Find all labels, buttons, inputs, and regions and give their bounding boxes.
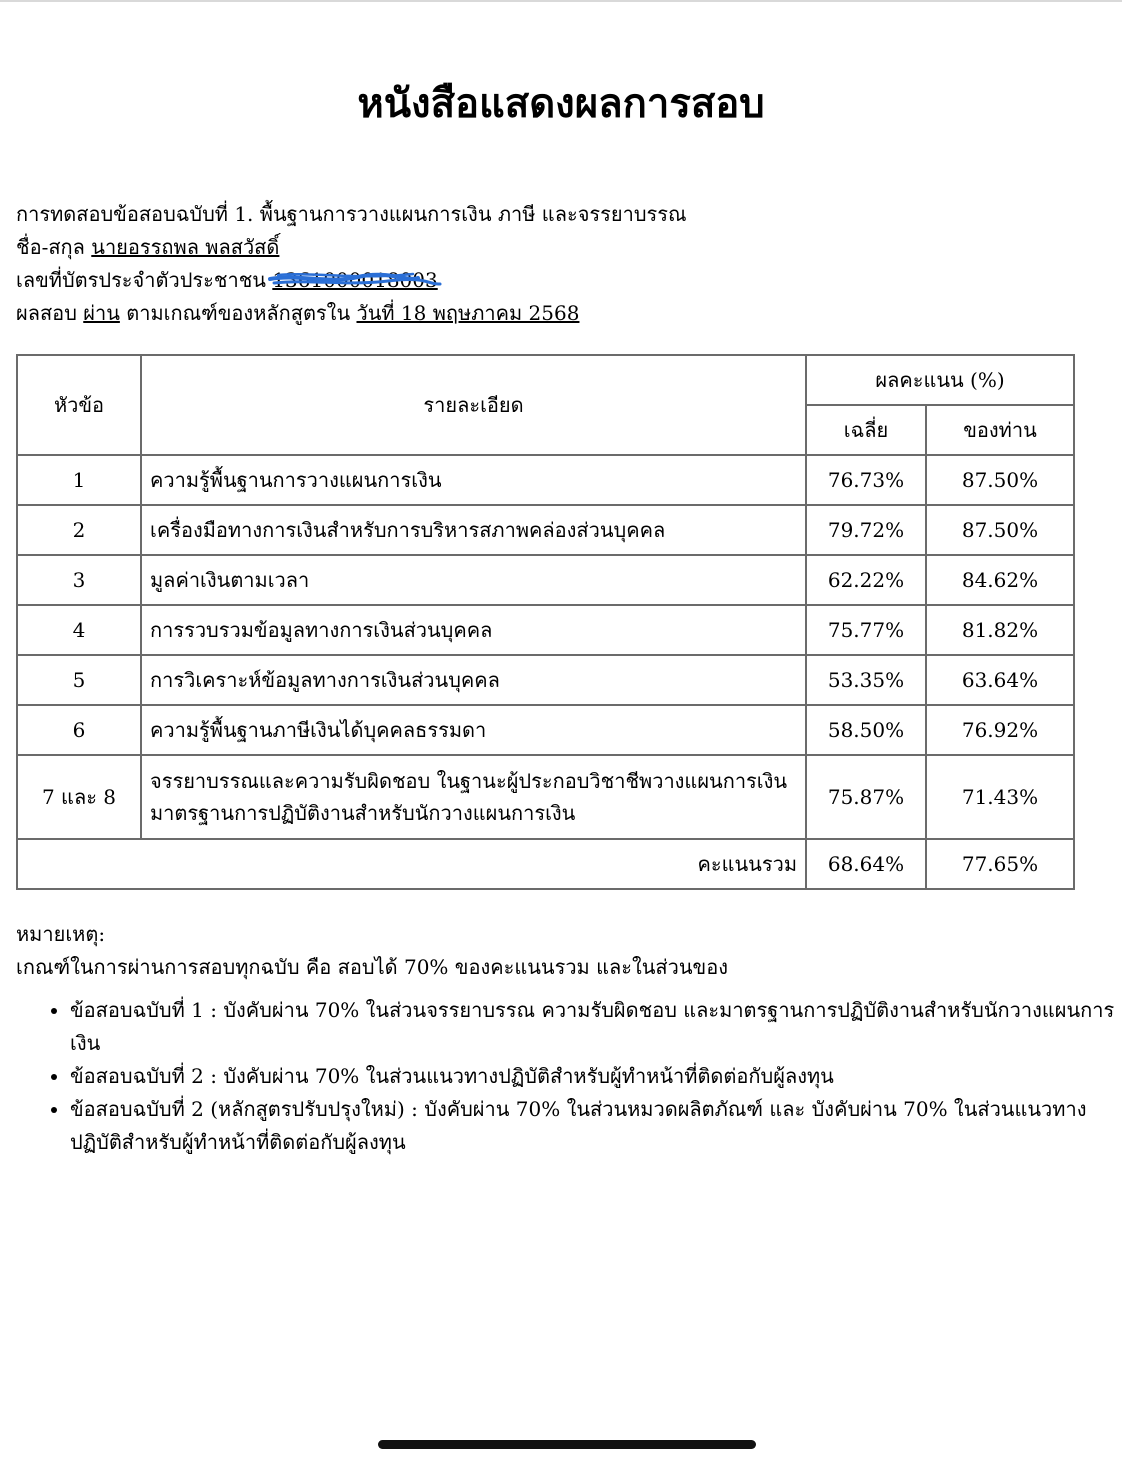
header-detail: รายละเอียด	[141, 355, 806, 455]
row-topic: 6	[17, 705, 141, 755]
row-topic: 5	[17, 655, 141, 705]
total-average: 68.64%	[806, 839, 926, 889]
list-item: • ข้อสอบฉบับที่ 2 : บังคับผ่าน 70% ในส่วนแนวทางปฏิบัติสำหรับผู้ทำหน้าที่ติดต่อกับผู้ลงทุน	[70, 1060, 1116, 1093]
result-middle: ตามเกณฑ์ของหลักสูตรใน	[126, 301, 351, 325]
page-title: หนังสือแสดงผลการสอบ	[357, 81, 765, 127]
top-border	[0, 0, 1122, 2]
table-row	[17, 455, 1074, 505]
table-row	[17, 705, 1074, 755]
id-line	[16, 264, 687, 297]
table-row	[17, 755, 1074, 839]
row-yours: 71.43%	[926, 755, 1074, 839]
row-yours: 63.64%	[926, 655, 1074, 705]
row-detail-line: มาตรฐานการปฏิบัติงานสำหรับนักวางแผนการเงิน	[150, 801, 576, 825]
table-row	[17, 655, 1074, 705]
exam-line: การทดสอบข้อสอบฉบับที่ 1. พื้นฐานการวางแผนการเงิน ภาษี และจรรยาบรรณ	[16, 202, 687, 226]
home-indicator[interactable]	[378, 1440, 756, 1449]
header-average: เฉลี่ย	[806, 405, 926, 455]
row-average: 79.72%	[806, 505, 926, 555]
row-yours: 76.92%	[926, 705, 1074, 755]
row-topic: 7 และ 8	[17, 755, 141, 839]
table-row	[17, 605, 1074, 655]
notes-list	[16, 994, 1116, 1159]
header-score: ผลคะแนน (%)	[806, 355, 1074, 405]
row-detail: มูลค่าเงินตามเวลา	[141, 555, 806, 605]
list-item: • ข้อสอบฉบับที่ 2 (หลักสูตรปรับปรุงใหม่) : บังคับผ่าน 70% ในส่วนหมวดผลิตภัณฑ์ และ บังคับผ่าน 70% ในส่วนแนวทางปฏิบัติสำหรับผู้ทำหน้าที่ติดต่อกับผู้ลงทุน	[70, 1093, 1116, 1159]
result-line	[16, 297, 687, 330]
row-detail: การวิเคราะห์ข้อมูลทางการเงินส่วนบุคคล	[141, 655, 806, 705]
name-label: ชื่อ-สกุล	[16, 235, 85, 259]
id-label: เลขที่บัตรประจำตัวประชาชน	[16, 268, 266, 292]
row-average: 75.77%	[806, 605, 926, 655]
row-yours: 81.82%	[926, 605, 1074, 655]
result-value: ผ่าน	[83, 301, 120, 325]
total-row	[17, 839, 1074, 889]
redaction-scribble	[268, 270, 444, 292]
id-redacted	[272, 264, 437, 297]
row-average: 75.87%	[806, 755, 926, 839]
row-topic: 4	[17, 605, 141, 655]
row-average: 58.50%	[806, 705, 926, 755]
row-topic: 2	[17, 505, 141, 555]
header-yours: ของท่าน	[926, 405, 1074, 455]
notes-section	[16, 918, 1116, 1159]
row-topic: 1	[17, 455, 141, 505]
row-yours: 87.50%	[926, 455, 1074, 505]
notes-criteria: เกณฑ์ในการผ่านการสอบทุกฉบับ คือ สอบได้ 70% ของคะแนนรวม และในส่วนของ	[16, 955, 728, 979]
exam-info	[16, 198, 687, 330]
id-value: 1361000018003	[272, 268, 438, 292]
table-row	[17, 505, 1074, 555]
row-yours: 87.50%	[926, 505, 1074, 555]
table-row	[17, 555, 1074, 605]
row-average: 53.35%	[806, 655, 926, 705]
row-detail	[141, 755, 806, 839]
result-label: ผลสอบ	[16, 301, 77, 325]
row-topic: 3	[17, 555, 141, 605]
row-detail: การรวบรวมข้อมูลทางการเงินส่วนบุคคล	[141, 605, 806, 655]
row-average: 76.73%	[806, 455, 926, 505]
header-topic: หัวข้อ	[17, 355, 141, 455]
list-item: • ข้อสอบฉบับที่ 1 : บังคับผ่าน 70% ในส่วนจรรยาบรรณ ความรับผิดชอบ และมาตรฐานการปฏิบัติงานสำหรับนักวางแผนการเงิน	[70, 994, 1116, 1060]
notes-heading: หมายเหตุ:	[16, 922, 106, 946]
row-detail-line: จรรยาบรรณและความรับผิดชอบ ในฐานะผู้ประกอบวิชาชีพวางแผนการเงิน	[150, 769, 788, 793]
row-average: 62.22%	[806, 555, 926, 605]
row-detail: ความรู้พื้นฐานภาษีเงินได้บุคคลธรรมดา	[141, 705, 806, 755]
result-date: วันที่ 18 พฤษภาคม 2568	[356, 301, 580, 325]
total-yours: 77.65%	[926, 839, 1074, 889]
header-row	[17, 355, 1074, 405]
row-yours: 84.62%	[926, 555, 1074, 605]
row-detail: ความรู้พื้นฐานการวางแผนการเงิน	[141, 455, 806, 505]
name-line	[16, 231, 687, 264]
name-value: นายอรรถพล พลสวัสดิ์	[91, 235, 280, 259]
score-table	[16, 354, 1075, 890]
row-detail: เครื่องมือทางการเงินสำหรับการบริหารสภาพคล่องส่วนบุคคล	[141, 505, 806, 555]
total-label: คะแนนรวม	[17, 839, 806, 889]
